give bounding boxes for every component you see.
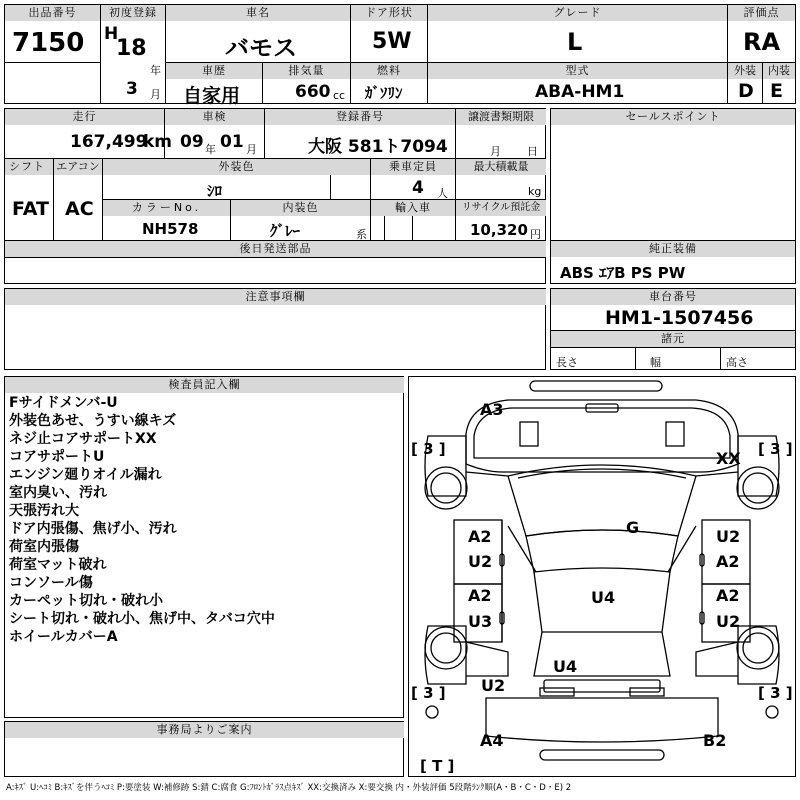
mileage-unit: km: [143, 132, 173, 152]
remark-line: 室内臭い、汚れ: [9, 485, 107, 501]
aircon-label: エアコン: [54, 159, 102, 175]
chassis-value: HM1-1507456: [605, 307, 754, 329]
ext-color-value: ｼﾛ: [207, 182, 223, 200]
divider: [720, 347, 721, 370]
inspection-year-unit: 年: [205, 143, 216, 156]
inspection-month-unit: 月: [246, 143, 257, 156]
mileage-label: 走行: [5, 109, 164, 125]
genuine-label: 純正装備: [551, 241, 795, 257]
remark-line: 天張汚れ大: [9, 503, 79, 519]
inspection-label: 車検: [165, 109, 264, 125]
door-value: 5W: [372, 29, 412, 54]
transfer-day-unit: 日: [527, 145, 538, 158]
divider: [330, 174, 331, 199]
plate-value: 大阪 581ト7094: [308, 137, 448, 157]
divider: [635, 347, 636, 370]
divider: [4, 62, 100, 63]
first-reg-month: 3: [126, 79, 138, 99]
specs-label: 諸元: [551, 331, 795, 347]
color-no-value: NH578: [142, 220, 199, 238]
first-reg-label: 初度登録: [101, 5, 165, 21]
remark-line: シート切れ・破れ小、焦げ中、タバコ穴中: [9, 611, 275, 627]
later-parts-label: 後日発送部品: [5, 241, 546, 257]
bracket-rear-right: [ 3 ]: [758, 684, 793, 702]
remark-line: Fサイドメンバ-U: [9, 395, 118, 411]
remark-line: 荷室内張傷: [9, 539, 79, 555]
office-label: 事務局よりご案内: [5, 722, 404, 738]
aircon-value: AC: [65, 198, 94, 220]
color-no-label: カラーNo.: [103, 200, 230, 216]
model-label: 型式: [428, 63, 727, 79]
damage-mark-a2-rl: A2: [468, 586, 492, 605]
damage-mark-g: G: [626, 518, 640, 537]
fuel-value: ｶﾞｿﾘﾝ: [365, 84, 403, 102]
displacement-value: 660: [295, 82, 331, 102]
history-label: 車歴: [166, 63, 262, 79]
remark-line: コンソール傷: [9, 575, 93, 591]
grade-label: グレード: [428, 5, 727, 21]
first-reg-year-unit: 年: [150, 64, 161, 77]
int-grade-value: E: [770, 80, 783, 102]
car-diagram: [408, 376, 796, 777]
damage-mark-u2-rear: U2: [481, 676, 506, 695]
damage-mark-u2-fl: U2: [468, 552, 493, 571]
spec-width: 幅: [650, 356, 661, 369]
damage-mark-a4: A4: [480, 731, 504, 750]
capacity-label: 乗車定員: [371, 159, 455, 175]
remark-line: 荷室マット破れ: [9, 557, 107, 573]
plate-label: 登録番号: [265, 109, 455, 125]
remark-line: コアサポートU: [9, 449, 105, 465]
car-name: バモス: [225, 34, 297, 62]
remark-line: ホイールカバーA: [9, 629, 118, 645]
damage-mark-xx: XX: [716, 449, 741, 468]
transfer-month-unit: 月: [490, 145, 501, 158]
int-color-suffix: 系: [356, 228, 367, 241]
genuine-value: ABS ｴｱB PS PW: [560, 264, 686, 282]
divider: [4, 257, 546, 258]
divider: [550, 347, 796, 348]
bracket-rear-left: [ 3 ]: [411, 684, 446, 702]
damage-mark-u2-fr: U2: [716, 527, 741, 546]
max-load-label: 最大積載量: [456, 159, 546, 175]
first-reg-month-unit: 月: [150, 88, 161, 101]
import-label: 輸入車: [371, 200, 455, 216]
remark-line: ドア内張傷、焦げ小、汚れ: [9, 521, 177, 537]
inspector-label: 検査員記入欄: [5, 377, 404, 393]
remark-line: ネジ止コアサポートXX: [9, 431, 157, 447]
ext-color-label: 外装色: [103, 159, 370, 175]
transfer-label: 譲渡書類期限: [456, 109, 546, 125]
remark-line: カーペット切れ・破れ小: [9, 593, 163, 609]
shift-label: シフト: [5, 159, 53, 175]
damage-mark-u4-back: U4: [553, 657, 578, 676]
inspection-month: 01: [220, 132, 244, 152]
bracket-trunk: [ T ]: [420, 757, 455, 775]
shift-value: FAT: [12, 198, 49, 220]
fuel-label: 燃料: [351, 63, 427, 79]
score-label: 評価点: [728, 5, 795, 21]
damage-mark-a2-fr: A2: [716, 552, 740, 571]
remark-line: エンジン廻りオイル漏れ: [9, 467, 162, 483]
sales-points-label: セールスポイント: [551, 109, 795, 125]
damage-mark-a2-rr: A2: [716, 586, 740, 605]
history-value: 自家用: [183, 85, 241, 107]
grade-value: L: [567, 28, 583, 56]
displacement-label: 排気量: [263, 63, 350, 79]
damage-mark-u2-rr: U2: [716, 612, 741, 631]
car-name-label: 車名: [166, 5, 350, 21]
displacement-unit: cc: [333, 89, 346, 102]
int-color-label: 内装色: [231, 200, 370, 216]
inspector-remarks: [9, 394, 275, 646]
recycle-unit: 円: [530, 228, 541, 241]
bracket-front-right: [ 3 ]: [758, 440, 793, 458]
spec-height: 高さ: [726, 356, 748, 369]
first-reg-year: 18: [116, 36, 147, 61]
damage-mark-u4-mid: U4: [591, 588, 616, 607]
legend: A:ｷｽﾞ U:ﾍｺﾐ B:ｷｽﾞを伴うﾍｺﾐ P:要塗装 W:補修跡 S:錆 C:腐食 G:ﾌﾛﾝﾄｶﾞﾗｽ点ｷｽﾞ XX:交換済み X:要交換 内・外装評価 5段階ﾗﾝｸ順(A・B・C・D・E) 2: [6, 783, 572, 793]
max-load-unit: kg: [528, 185, 542, 198]
remark-line: 外装色あせ、うすい線キズ: [9, 413, 177, 429]
score-value: RA: [743, 28, 781, 56]
lot-label: 出品番号: [5, 5, 100, 21]
door-label: ドア形状: [351, 5, 427, 21]
int-color-value: ｸﾞﾚｰ: [270, 222, 301, 240]
notes-label: 注意事項欄: [5, 289, 546, 305]
damage-mark-b2: B2: [703, 731, 727, 750]
damage-mark-u3-rl: U3: [468, 612, 493, 631]
recycle-label: リサイクル預託金: [456, 200, 546, 216]
damage-mark-a2-fl: A2: [468, 527, 492, 546]
capacity-unit: 人: [437, 187, 448, 200]
divider: [384, 215, 385, 240]
damage-mark-a3: A3: [480, 400, 504, 419]
divider: [412, 215, 413, 240]
capacity-value: 4: [412, 178, 424, 198]
inspection-year: 09: [180, 132, 204, 152]
spec-length: 長さ: [556, 356, 578, 369]
chassis-label: 車台番号: [551, 289, 795, 305]
ext-grade-label: 外装: [728, 63, 762, 79]
mileage-value: 167,499: [70, 132, 148, 152]
model-value: ABA-HM1: [535, 82, 625, 102]
recycle-value: 10,320: [470, 221, 528, 239]
int-grade-label: 内装: [763, 63, 795, 79]
bracket-front-left: [ 3 ]: [411, 440, 446, 458]
first-reg-era: H: [104, 24, 119, 44]
ext-grade-value: D: [738, 80, 754, 102]
lot-number: 7150: [12, 28, 85, 58]
sales-points-block: [550, 108, 796, 284]
